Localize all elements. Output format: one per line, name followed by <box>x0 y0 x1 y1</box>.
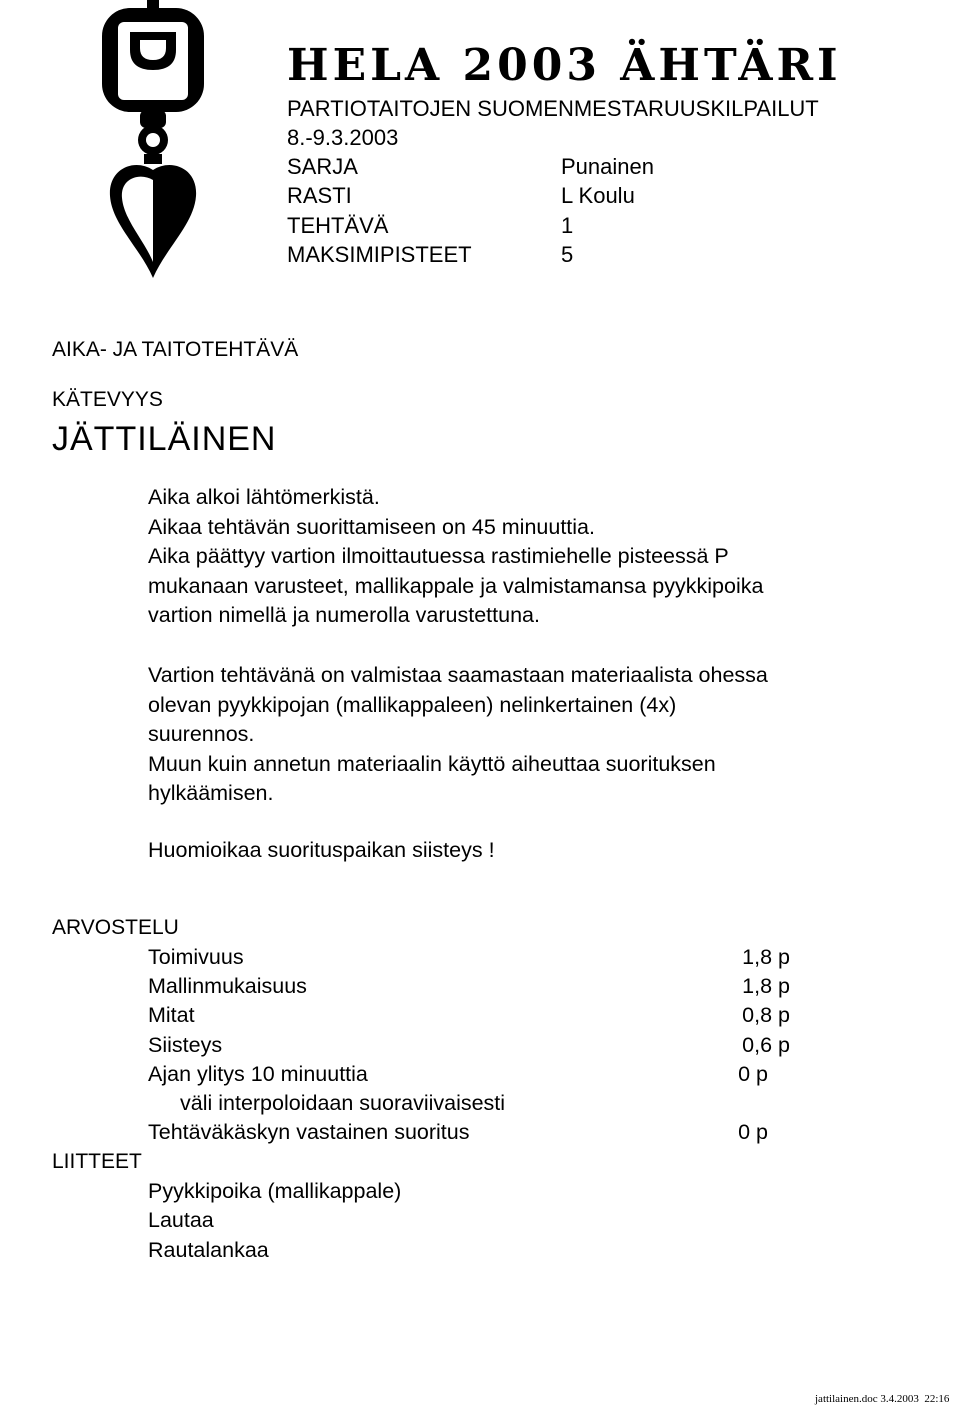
scoring-label: Toimivuus <box>148 945 244 969</box>
scoring-row <box>148 1031 790 1060</box>
scoring-label: Siisteys <box>148 1033 223 1057</box>
scoring-label: väli interpoloidaan suoraviivaisesti <box>180 1091 506 1115</box>
attachment-item: Rautalankaa <box>148 1237 269 1262</box>
task-skill: KÄTEVYYS <box>52 388 163 411</box>
task-category: AIKA- JA TAITOTEHTÄVÄ <box>52 338 299 361</box>
instruction-line: Muun kuin annetun materiaalin käyttö aiheuttaa suorituksen <box>148 751 716 776</box>
scoring-points: 0 p <box>738 1062 768 1086</box>
scoring-points: 1,8 p <box>742 945 790 969</box>
instruction-line: Vartion tehtävänä on valmistaa saamastaan materiaalista ohessa <box>148 663 768 687</box>
document-footer <box>815 1393 949 1405</box>
scoring-row <box>148 1001 790 1030</box>
brand-title: HELA 2003 ÄHTÄRI <box>287 40 842 91</box>
attachments-heading: LIITTEET <box>52 1150 142 1173</box>
footer-datetime: 3.4.2003 22:16 <box>880 1393 950 1405</box>
field-label-maksimipisteet: MAKSIMIPISTEET <box>287 242 472 267</box>
instructions-note: Huomioikaa suorituspaikan siisteys ! <box>148 838 495 862</box>
instruction-line: Aikaa tehtävän suorittamiseen on 45 minuuttia. <box>148 514 595 539</box>
scoring-label: Ajan ylitys 10 minuuttia <box>148 1062 368 1086</box>
instruction-line: mukanaan varusteet, mallikappale ja valmistamansa pyykkipoika <box>148 573 764 598</box>
field-label-sarja: SARJA <box>287 154 358 179</box>
attachments-list <box>148 1177 401 1265</box>
instructions-block-1 <box>148 483 763 631</box>
field-label-tehtava: TEHTÄVÄ <box>287 213 389 238</box>
scoring-points: 0 p <box>738 1120 768 1144</box>
field-value-tehtava: 1 <box>561 213 574 238</box>
scoring-row <box>148 972 790 1001</box>
scoring-points: 0,6 p <box>742 1033 790 1057</box>
scoring-label: Tehtäväkäskyn vastainen suoritus <box>148 1120 470 1144</box>
footer-filename: jattilainen.doc <box>815 1393 878 1405</box>
hela-emblem-logo <box>100 0 206 278</box>
field-value-rasti: L Koulu <box>561 183 635 208</box>
instruction-line: suurennos. <box>148 722 255 746</box>
field-label-rasti: RASTI <box>287 183 352 208</box>
instruction-line: olevan pyykkipojan (mallikappaleen) nelinkertainen (4x) <box>148 692 677 717</box>
attachment-item: Lautaa <box>148 1208 214 1233</box>
competition-dates: 8.-9.3.2003 <box>287 125 399 150</box>
field-value-sarja: Punainen <box>561 154 654 179</box>
scoring-row-note <box>180 1089 790 1118</box>
instructions-block-2 <box>148 661 768 809</box>
scoring-points: 0,8 p <box>742 1003 790 1027</box>
scoring-row <box>148 943 790 972</box>
instruction-line: Aika alkoi lähtömerkistä. <box>148 485 380 509</box>
competition-name: PARTIOTAITOJEN SUOMENMESTARUUSKILPAILUT <box>287 96 819 121</box>
scoring-row <box>148 1060 790 1089</box>
scoring-label: Mallinmukaisuus <box>148 974 307 998</box>
scoring-label: Mitat <box>148 1003 195 1027</box>
field-value-maksimipisteet: 5 <box>561 242 574 267</box>
scoring-row <box>148 1118 790 1147</box>
scoring-heading: ARVOSTELU <box>52 916 179 939</box>
instruction-line: hylkäämisen. <box>148 781 274 805</box>
scoring-points: 1,8 p <box>742 974 790 998</box>
instruction-line: vartion nimellä ja numerolla varustettuna. <box>148 603 540 627</box>
attachment-item: Pyykkipoika (mallikappale) <box>148 1179 402 1203</box>
instruction-line: Aika päättyy vartion ilmoittautuessa rastimiehelle pisteessä P <box>148 544 729 568</box>
task-title: JÄTTILÄINEN <box>52 420 277 458</box>
